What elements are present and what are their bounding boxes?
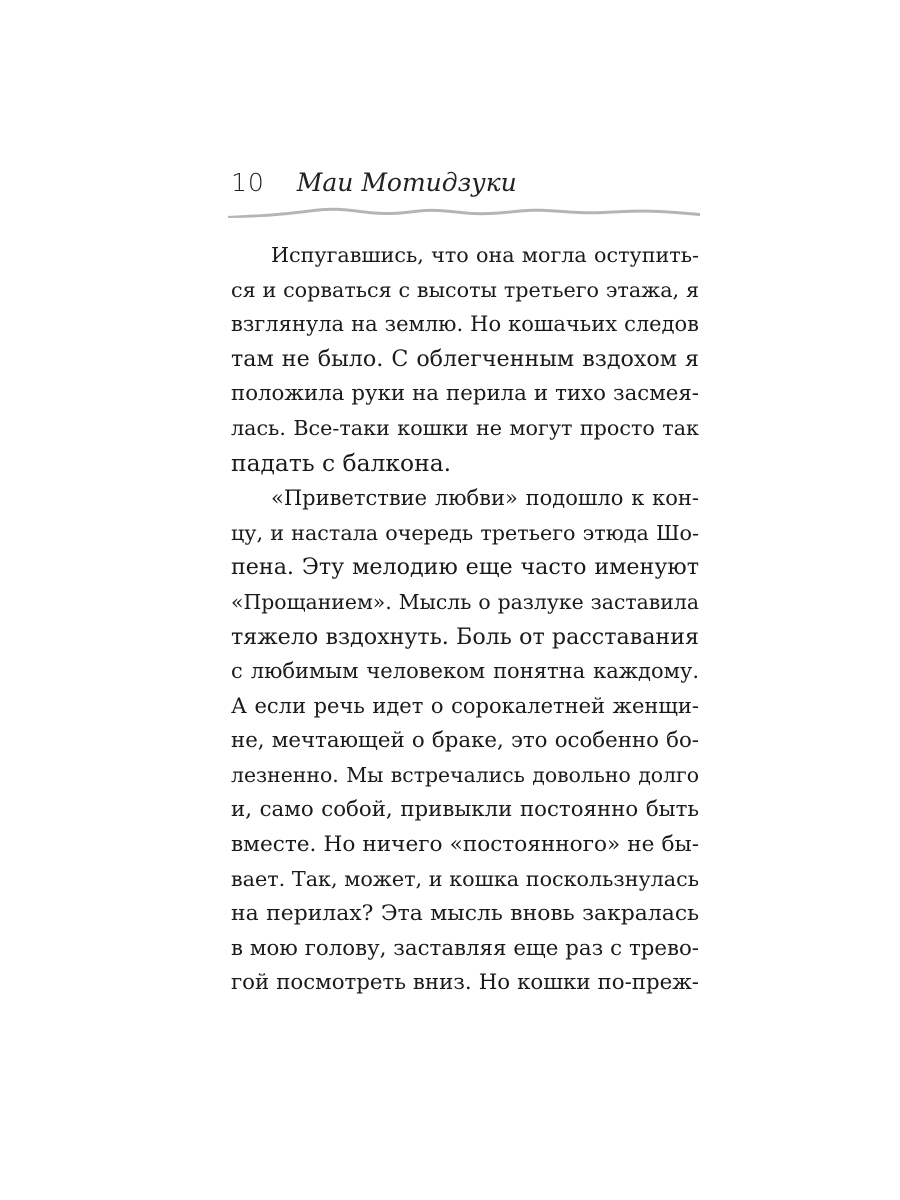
text-line: ся и сорваться с высоты третьего этажа, я bbox=[231, 277, 699, 302]
text-line: тяжело вздохнуть. Боль от расставания bbox=[231, 623, 699, 650]
text-line: Испугавшись, что она могла оступить- bbox=[271, 243, 699, 267]
text-line: положила руки на перила и тихо засмея- bbox=[231, 380, 699, 406]
body-text bbox=[231, 238, 699, 1001]
text-line: гой посмотреть вниз. Но кошки по-преж- bbox=[231, 970, 699, 996]
text-line: вает. Так, может, и кошка поскользнулась bbox=[231, 867, 699, 892]
text-line: падать с балкона. bbox=[231, 449, 452, 478]
text-line: взглянула на землю. Но кошачьих следов bbox=[231, 312, 699, 337]
text-line: и, само собой, привыкли постоянно быть bbox=[231, 797, 699, 822]
text-line: в мою голову, заставляя еще раз с трево- bbox=[231, 935, 699, 961]
text-line: там не было. С облегченным вздохом я bbox=[231, 346, 699, 373]
text-line: «Прощанием». Мысль о разлуке заставила bbox=[231, 589, 699, 614]
text-line: лась. Все-таки кошки не могут просто так bbox=[231, 416, 699, 441]
text-line: «Приветствие любви» подошло к кон- bbox=[271, 485, 699, 510]
text-line: с любимым человеком понятна каждому. bbox=[231, 659, 699, 684]
author-name: Маи Мотидзуки bbox=[296, 168, 517, 197]
text-line: лезненно. Мы встречались довольно долго bbox=[231, 763, 699, 788]
page-number: 10 bbox=[231, 168, 265, 197]
text-line: А если речь идет о сорокалетней женщи- bbox=[231, 693, 699, 718]
text-line: цу, и настала очередь третьего этюда Шо- bbox=[231, 520, 699, 545]
text-line: вместе. Но ничего «постоянного» не бы- bbox=[231, 831, 699, 857]
text-line: на перилах? Эта мысль вновь закралась bbox=[231, 901, 699, 927]
text-line: не, мечтающей о браке, это особенно бо- bbox=[231, 727, 699, 753]
decorative-wave-divider bbox=[228, 200, 700, 224]
text-line: пена. Эту мелодию еще часто именуют bbox=[231, 554, 699, 581]
